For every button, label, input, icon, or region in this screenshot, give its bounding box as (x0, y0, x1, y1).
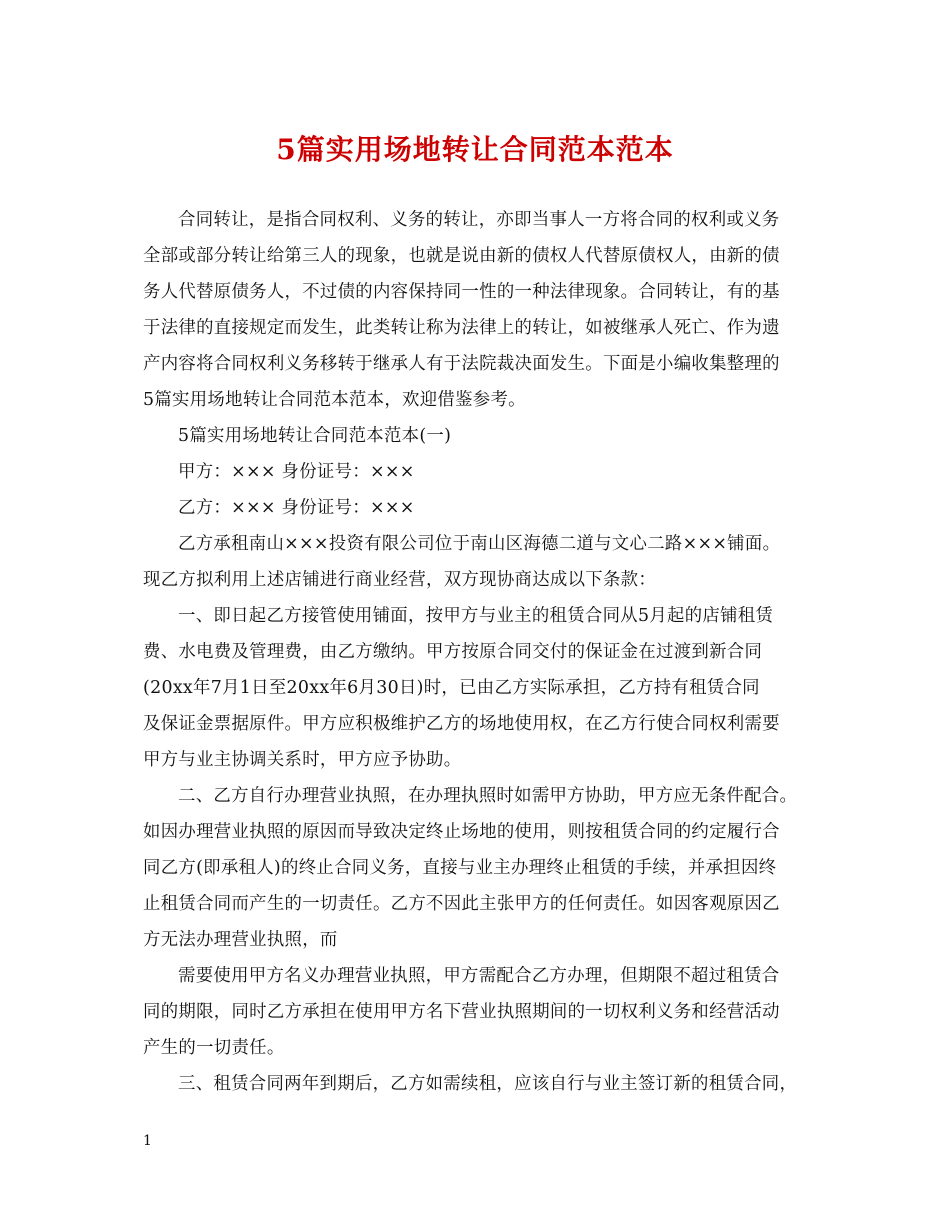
clause-line: 方无法办理营业执照，而 (143, 930, 338, 950)
clause-line: 需要使用甲方名义办理营业执照，甲方需配合乙方办理，但期限不超过租赁合 (178, 966, 780, 986)
clause-line: 一、即日起乙方接管使用铺面，按甲方与业主的租赁合同从5月起的店铺租赁 (178, 606, 774, 626)
clause-line: 如因办理营业执照的原因而导致决定终止场地的使用，则按租赁合同的约定履行合 (143, 822, 780, 842)
paragraph-line: 于法律的直接规定而发生，此类转让称为法律上的转让，如被继承人死亡、作为遗 (143, 318, 780, 338)
clause-line: 止租赁合同而产生的一切责任。乙方不因此主张甲方的任何责任。如因客观原因乙 (143, 894, 780, 914)
clause-line: 费、水电费及管理费，由乙方缴纳。甲方按原合同交付的保证金在过渡到新合同 (143, 642, 763, 662)
party-b-line: 乙方：××× 身份证号：××× (178, 498, 415, 518)
page-number: 1 (143, 1133, 152, 1149)
paragraph-line: 务人代替原债务人，不过债的内容保持同一性的一种法律现象。合同转让，有的基 (143, 282, 780, 302)
paragraph-line: 产内容将合同权利义务移转于继承人有于法院裁决面发生。下面是小编收集整理的 (143, 354, 780, 374)
section-heading: 5篇实用场地转让合同范本范本(一) (178, 426, 452, 446)
paragraph-line: 5篇实用场地转让合同范本范本，欢迎借鉴参考。 (143, 390, 526, 410)
party-a-line: 甲方：××× 身份证号：××× (178, 462, 415, 482)
clause-line: 及保证金票据原件。甲方应积极维护乙方的场地使用权，在乙方行使合同权利需要 (143, 714, 780, 734)
clause-line: 同的期限，同时乙方承担在使用甲方名下营业执照期间的一切权利义务和经营活动 (143, 1002, 780, 1022)
clause-line: 产生的一切责任。 (143, 1038, 285, 1058)
clause-line: 甲方与业主协调关系时，甲方应予协助。 (143, 750, 462, 770)
paragraph-line: 合同转让，是指合同权利、义务的转让，亦即当事人一方将合同的权利或义务 (178, 210, 780, 230)
document-title: 5篇实用场地转让合同范本范本 (276, 133, 674, 166)
clause-line: 二、乙方自行办理营业执照，在办理执照时如需甲方协助，甲方应无条件配合。 (178, 786, 798, 806)
paragraph-line: 乙方承租南山×××投资有限公司位于南山区海德二道与文心二路×××铺面。 (178, 534, 781, 554)
clause-line: (20xx年7月1日至20xx年6月30日)时，已由乙方实际承担，乙方持有租赁合同 (143, 678, 760, 698)
paragraph-line: 现乙方拟利用上述店铺进行商业经营，双方现协商达成以下条款： (143, 570, 657, 590)
clause-line: 三、租赁合同两年到期后，乙方如需续租，应该自行与业主签订新的租赁合同， (178, 1074, 798, 1094)
document-body (143, 202, 823, 1102)
clause-line: 同乙方(即承租人)的终止合同义务，直接与业主办理终止租赁的手续，并承担因终 (143, 858, 777, 878)
paragraph-line: 全部或部分转让给第三人的现象，也就是说由新的债权人代替原债权人，由新的债 (143, 246, 780, 266)
